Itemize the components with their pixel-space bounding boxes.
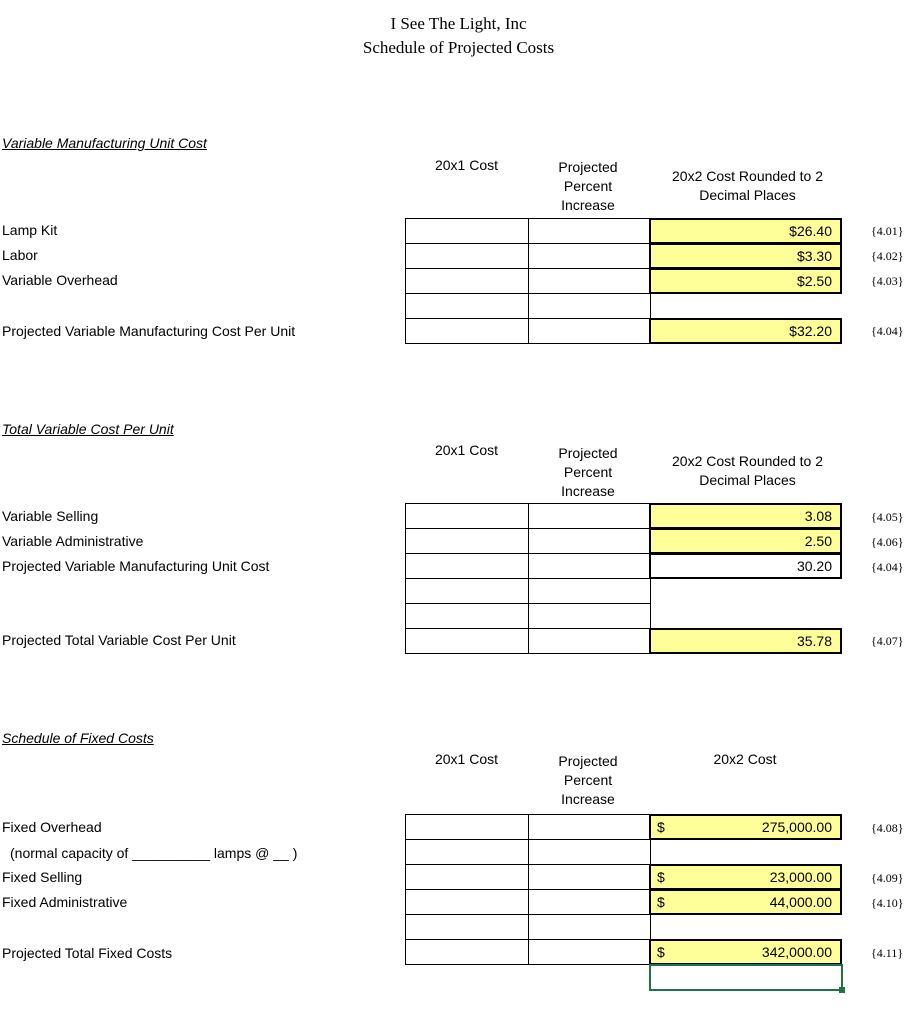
input-20x1-blank-c[interactable] [405,914,529,940]
col-header-20x1-cost-2: 20x1 Cost [434,442,499,458]
input-20x1-blank-b[interactable] [405,603,529,629]
input-20x1-variable-administrative[interactable] [405,528,529,554]
value-20x2-variable-administrative[interactable]: 2.50 [649,528,842,554]
company-name: I See The Light, Inc [390,14,527,33]
row-label-normal-capacity: (normal capacity of __________ lamps @ __ ) [10,845,298,861]
ref-4-08: {4.08} [871,821,904,835]
input-20x1-total-fixed[interactable] [405,939,529,965]
input-pct-labor[interactable] [528,243,651,269]
value-20x2-fixed-selling-cell[interactable] [649,864,842,890]
ref-4-09: {4.09} [871,871,904,885]
input-20x1-variable-selling[interactable] [405,503,529,529]
input-pct-blank-a[interactable] [528,578,651,604]
input-pct-variable-overhead[interactable] [528,268,651,294]
value-20x2-variable-selling[interactable]: 3.08 [649,503,842,529]
row-label-variable-administrative: Variable Administrative [2,533,144,549]
value-20x2-lamp-kit[interactable]: $26.40 [649,218,842,244]
input-pct-fixed-selling[interactable] [528,864,651,890]
ref-4-02: {4.02} [871,249,904,263]
col-header-pct-increase: Projected Percent Increase [558,159,618,213]
row-label-projected-var-mfg-cost: Projected Variable Manufacturing Cost Per Unit [2,323,296,339]
value-20x2-var-mfg-unit-cost[interactable]: 30.20 [649,553,842,579]
value-20x2-projected-var-mfg-cost[interactable]: $32.20 [649,318,842,344]
currency-symbol: $ [657,894,665,910]
col-header-pct-increase-2: Projected Percent Increase [558,445,618,499]
value-20x2-total-fixed: 342,000.00 [761,944,832,960]
input-pct-blank[interactable] [528,293,651,319]
currency-symbol: $ [657,819,665,835]
col-header-20x2-rounded-2: 20x2 Cost Rounded to 2 Decimal Places [672,453,823,488]
row-label-fixed-overhead: Fixed Overhead [2,819,102,835]
input-20x1-fixed-overhead[interactable] [405,814,529,840]
row-label-variable-selling: Variable Selling [2,508,99,524]
input-pct-blank-c[interactable] [528,914,651,940]
value-20x2-fixed-administrative: 44,000.00 [769,894,832,910]
input-pct-variable-selling[interactable] [528,503,651,529]
input-pct-total-fixed[interactable] [528,939,651,965]
ref-4-04: {4.04} [871,324,904,338]
schedule-title: Schedule of Projected Costs [362,38,555,57]
ref-4-03: {4.03} [871,274,904,288]
input-20x1-total-var[interactable] [405,628,529,654]
input-pct-var-mfg-unit-cost[interactable] [528,553,651,579]
ref-4-01: {4.01} [871,224,904,238]
input-20x1-var-mfg-unit-cost[interactable] [405,553,529,579]
input-pct-fixed-overhead[interactable] [528,814,651,840]
col-header-20x2-rounded: 20x2 Cost Rounded to 2 Decimal Places [672,168,823,203]
input-20x1-blank-a[interactable] [405,578,529,604]
input-20x1-variable-overhead[interactable] [405,268,529,294]
value-20x2-fixed-overhead: 275,000.00 [761,819,832,835]
input-20x1-lamp-kit[interactable] [405,218,529,244]
ref-4-07: {4.07} [871,634,904,648]
col-header-20x1-cost-3: 20x1 Cost [434,751,499,767]
value-20x2-total-fixed-cell[interactable] [649,939,842,965]
input-pct-total[interactable] [528,318,651,344]
input-20x1-total[interactable] [405,318,529,344]
currency-symbol: $ [657,869,665,885]
input-pct-total-var[interactable] [528,628,651,654]
selected-cell[interactable] [649,964,843,991]
row-label-variable-overhead: Variable Overhead [2,272,118,288]
row-label-fixed-administrative: Fixed Administrative [2,894,128,910]
row-label-fixed-selling: Fixed Selling [2,869,83,885]
row-label-projected-total-var-cost: Projected Total Variable Cost Per Unit [2,632,236,648]
section-title-variable-manufacturing: Variable Manufacturing Unit Cost [2,135,207,151]
value-20x2-variable-overhead[interactable]: $2.50 [649,268,842,294]
input-20x1-normal-capacity[interactable] [405,839,529,865]
input-pct-blank-b[interactable] [528,603,651,629]
ref-4-06: {4.06} [871,535,904,549]
value-20x2-fixed-selling: 23,000.00 [769,869,832,885]
input-pct-fixed-administrative[interactable] [528,889,651,915]
col-header-pct-increase-3: Projected Percent Increase [558,753,618,807]
input-pct-lamp-kit[interactable] [528,218,651,244]
input-20x1-blank[interactable] [405,293,529,319]
value-20x2-fixed-overhead-cell[interactable] [649,814,842,840]
currency-symbol: $ [657,944,665,960]
ref-4-04-b: {4.04} [871,560,904,574]
value-20x2-labor[interactable]: $3.30 [649,243,842,269]
section-title-fixed-costs: Schedule of Fixed Costs [2,730,154,746]
ref-4-10: {4.10} [871,896,904,910]
input-20x1-labor[interactable] [405,243,529,269]
input-pct-variable-administrative[interactable] [528,528,651,554]
input-pct-normal-capacity[interactable] [528,839,651,865]
input-20x1-fixed-administrative[interactable] [405,889,529,915]
input-20x1-fixed-selling[interactable] [405,864,529,890]
fill-handle[interactable] [839,987,845,993]
row-label-projected-total-fixed: Projected Total Fixed Costs [2,945,173,961]
row-label-labor: Labor [2,247,38,263]
row-label-projected-var-mfg-unit-cost: Projected Variable Manufacturing Unit Cost [2,558,270,574]
row-label-lamp-kit: Lamp Kit [2,222,58,238]
value-20x2-fixed-administrative-cell[interactable] [649,889,842,915]
col-header-20x1-cost: 20x1 Cost [434,157,499,173]
col-header-20x2-cost: 20x2 Cost [713,751,777,767]
value-20x2-projected-total-var-cost[interactable]: 35.78 [649,628,842,654]
ref-4-05: {4.05} [871,510,904,524]
section-title-total-variable: Total Variable Cost Per Unit [2,421,174,437]
ref-4-11: {4.11} [871,946,904,960]
